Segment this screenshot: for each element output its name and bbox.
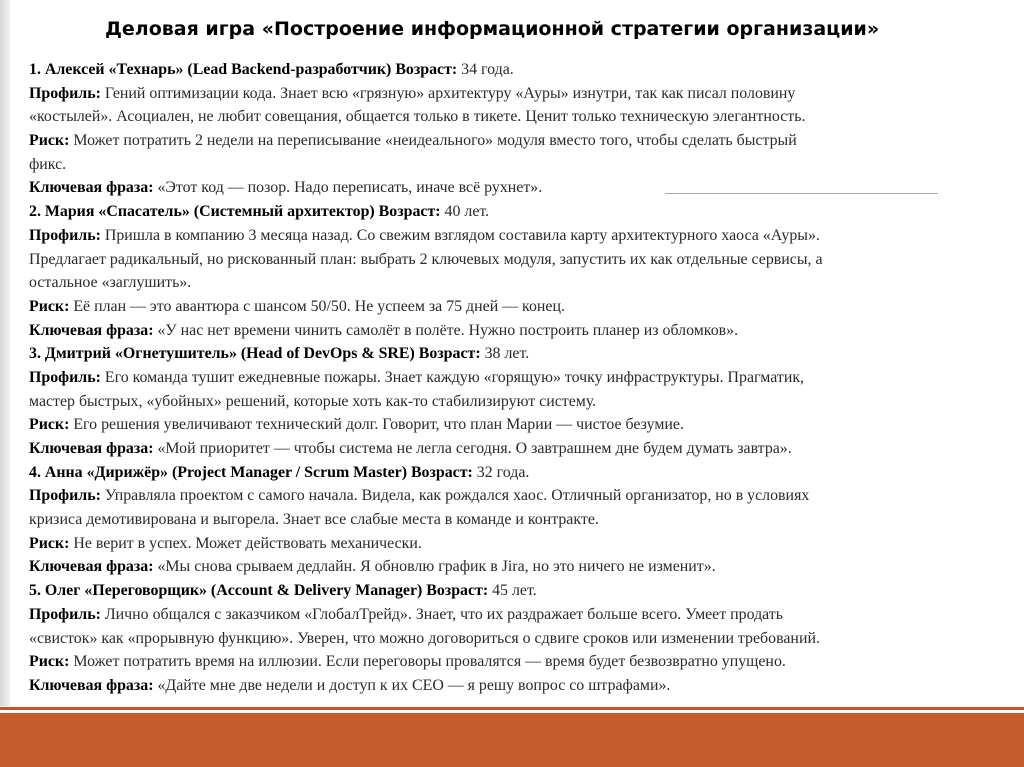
- horizontal-divider: [665, 193, 938, 194]
- footer-bar: [0, 713, 1024, 767]
- profile-line: Профиль: Его команда тушит ежедневные пожары. Знает каждую «горящую» точку инфраструктуры. Прагматик,: [29, 368, 805, 386]
- person-header: 4. Анна «Дирижёр» (Project Manager / Scrum Master) Возраст: 32 года.: [29, 463, 530, 481]
- profile-line: Предлагает радикальный, но рискованный план: выбрать 2 ключевых модуля, запустить их как отдельные сервисы, а: [29, 250, 823, 268]
- key-phrase-line: Ключевая фраза: «Дайте мне две недели и доступ к их CEO — я решу вопрос со штрафами».: [29, 676, 671, 694]
- risk-line: Риск: Может потратить время на иллюзии. Если переговоры провалятся — время будет безвозвратно упущено.: [29, 653, 786, 671]
- profile-line: «костылей». Асоциален, не любит совещания, общается только в тикете. Ценит только техническую элегантность.: [29, 108, 806, 126]
- profile-line: мастер быстрых, «убойных» решений, которые хоть как-то стабилизируют систему.: [29, 392, 597, 410]
- profile-line: Профиль: Лично общался с заказчиком «ГлобалТрейд». Знает, что их раздражает больше всего. Умеет продать: [29, 605, 783, 623]
- key-phrase-line: Ключевая фраза: «Этот код — позор. Надо переписать, иначе всё рухнет».: [29, 179, 543, 197]
- left-edge-shadow: [0, 0, 10, 706]
- footer-accent-line: [0, 707, 1024, 710]
- risk-line: Риск: Её план — это авантюра с шансом 50/50. Не успеем за 75 дней — конец.: [29, 297, 565, 315]
- profile-line: Профиль: Гений оптимизации кода. Знает всю «грязную» архитектуру «Ауры» изнутри, так как писал половину: [29, 84, 796, 102]
- key-phrase-line: Ключевая фраза: «У нас нет времени чинить самолёт в полёте. Нужно построить планер из обломков».: [29, 321, 739, 339]
- risk-line: Риск: Может потратить 2 недели на переписывание «неидеального» модуля вместо того, чтобы сделать быстрый: [29, 132, 797, 150]
- person-header: 2. Мария «Спасатель» (Системный архитектор) Возраст: 40 лет.: [29, 203, 490, 221]
- key-phrase-line: Ключевая фраза: «Мой приоритет — чтобы система не легла сегодня. О завтрашнем дне будем думать завтра».: [29, 440, 792, 457]
- risk-line: фикс.: [29, 155, 67, 173]
- risk-line: Риск: Его решения увеличивают технический долг. Говорит, что план Марии — чистое безумие.: [29, 416, 684, 434]
- person-header: 5. Олег «Переговорщик» (Account & Delivery Manager) Возраст: 45 лет.: [29, 582, 537, 600]
- slide-title: Деловая игра «Построение информационной стратегии организации»: [105, 18, 880, 40]
- person-header: 3. Дмитрий «Огнетушитель» (Head of DevOps & SRE) Возраст: 38 лет.: [29, 345, 530, 363]
- profile-line: Профиль: Пришла в компанию 3 месяца назад. Со свежим взглядом составила карту архитектурного хаоса «Ауры».: [29, 226, 820, 244]
- person-header: 1. Алексей «Технарь» (Lead Backend-разработчик) Возраст: 34 года.: [29, 61, 514, 78]
- profile-line: кризиса демотивирована и выгорела. Знает все слабые места в команде и контракте.: [29, 511, 599, 529]
- profile-line: Профиль: Управляла проектом с самого начала. Видела, как рождался хаос. Отличный организатор, но в условиях: [29, 487, 810, 505]
- profile-line: «свисток» как «прорывную функцию». Уверен, что можно договориться о сдвиге сроков или изменении требований.: [29, 629, 820, 647]
- key-phrase-line: Ключевая фраза: «Мы снова срываем дедлайн. Я обновлю график в Jira, но это ничего не изменит».: [29, 558, 716, 576]
- risk-line: Риск: Не верит в успех. Может действовать механически.: [29, 534, 422, 552]
- profile-line: остальное «заглушить».: [29, 274, 192, 292]
- slide-body: [29, 58, 1024, 698]
